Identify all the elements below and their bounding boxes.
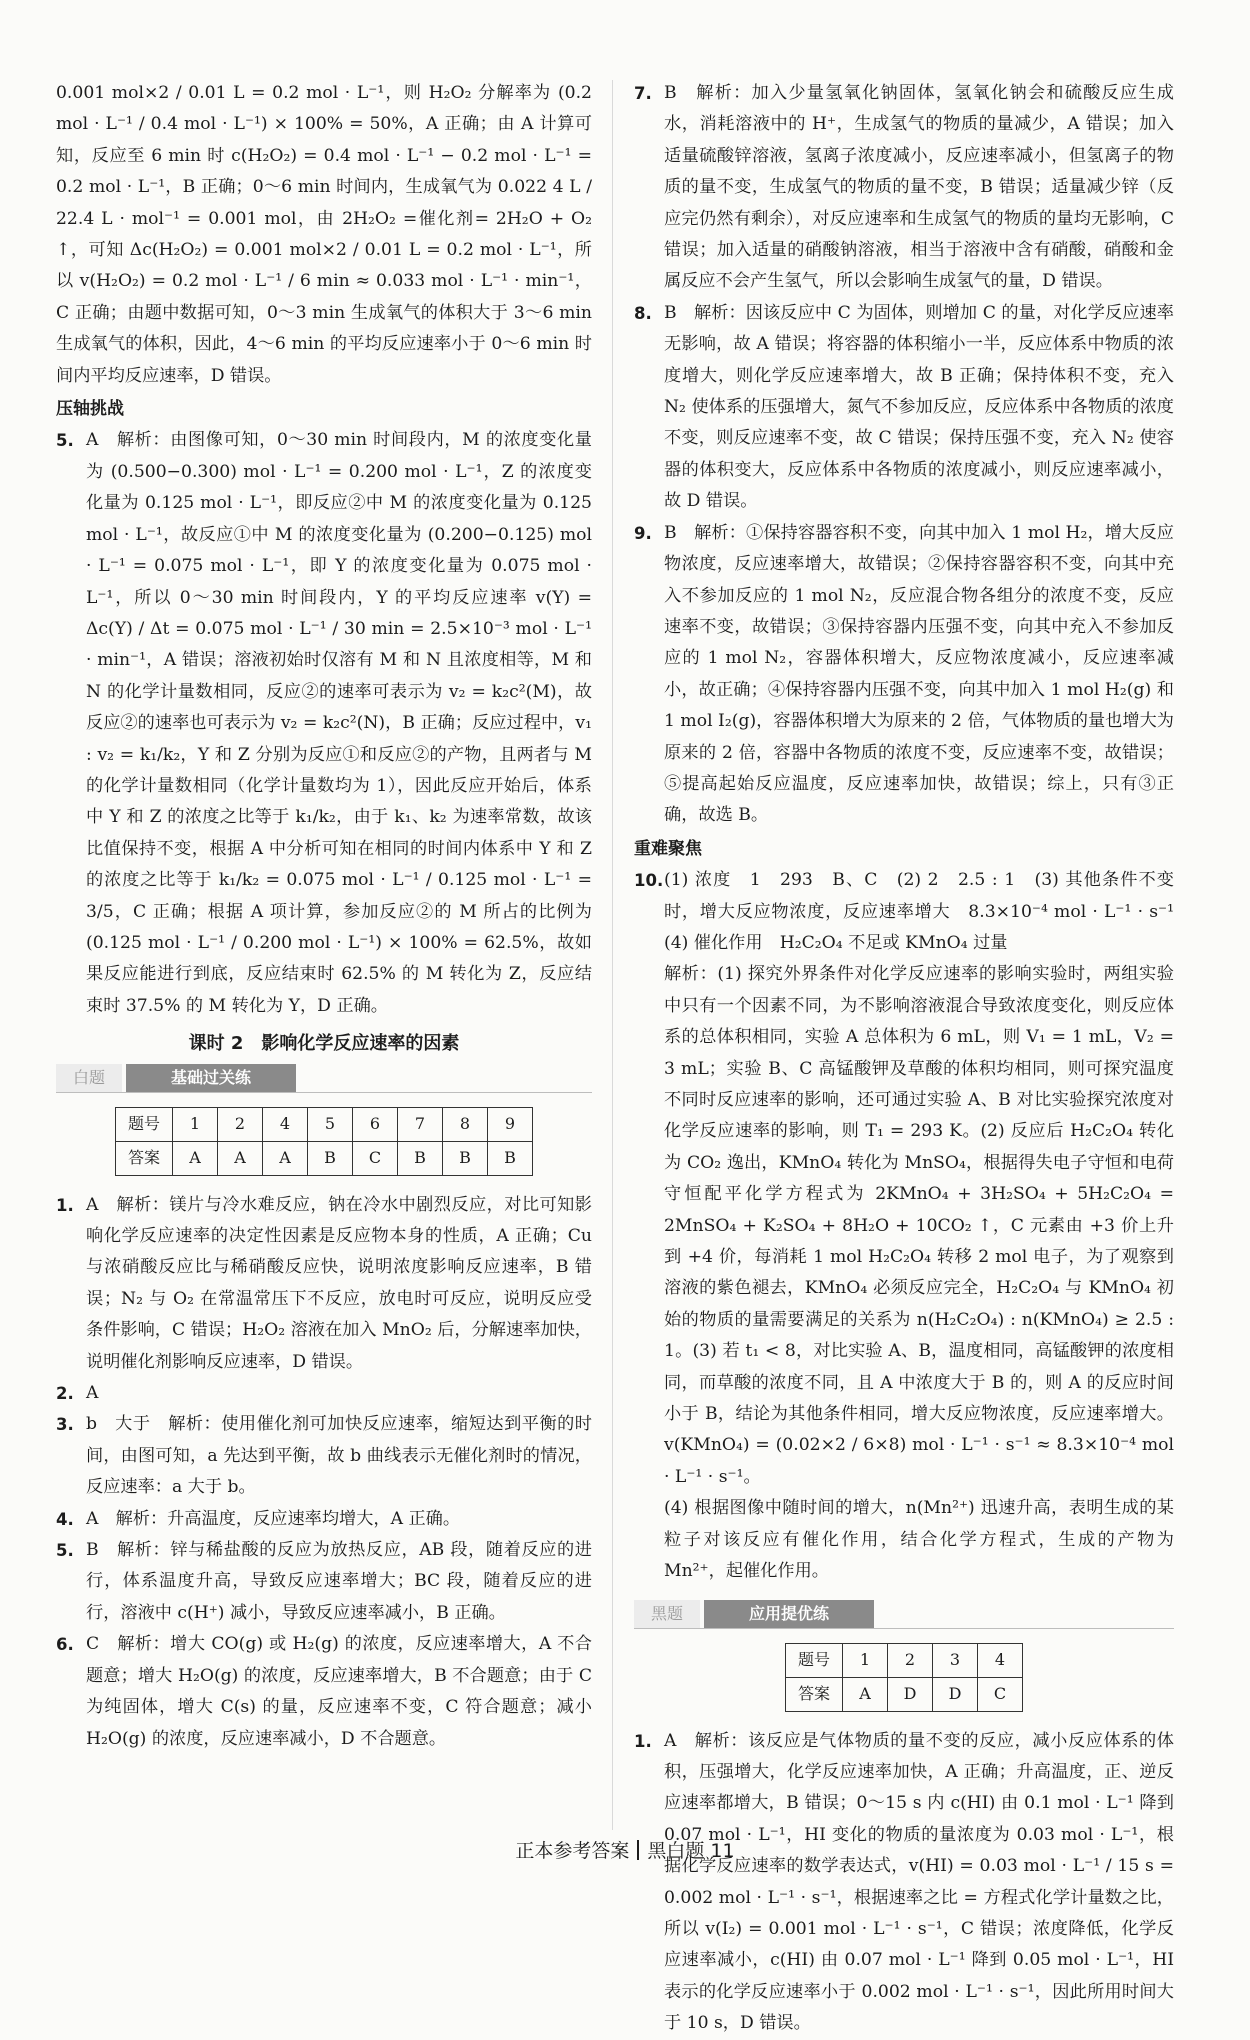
table-cell: B	[488, 1141, 533, 1175]
answer-item-5	[56, 425, 592, 1022]
table-cell: A	[843, 1677, 888, 1711]
section-tag: 白题	[56, 1064, 122, 1092]
answer-item-8	[634, 298, 1174, 518]
item-number: 3.	[56, 1415, 74, 1435]
table-cell: 1	[843, 1643, 888, 1677]
answer-item-9	[634, 518, 1174, 832]
answer-item-3	[56, 1409, 592, 1503]
table-cell: 9	[488, 1107, 533, 1141]
item-number: 5.	[56, 431, 74, 451]
item-text: b 大于 解析：使用催化剂可加快反应速率，缩短达到平衡的时间，由图可知，a 先达到平衡，故 b 曲线表示无催化剂时的情况，反应速率：a 大于 b。	[86, 1414, 592, 1498]
section-heading-zhongnan: 重难聚焦	[634, 838, 702, 859]
item-text: A	[86, 1383, 99, 1404]
table-cell: D	[933, 1677, 978, 1711]
item-number: 4.	[56, 1509, 74, 1529]
table-cell: D	[888, 1677, 933, 1711]
section-label: 基础过关练	[126, 1064, 296, 1092]
table-cell: 6	[353, 1107, 398, 1141]
answer-item-2	[56, 1378, 592, 1409]
item-number: 8.	[634, 303, 652, 323]
table-head: 题号	[116, 1107, 173, 1141]
table-cell: 5	[308, 1107, 353, 1141]
answer-continued: 0.001 mol×2 / 0.01 L = 0.2 mol · L⁻¹，则 H₂O₂ 分解率为 (0.2 mol · L⁻¹ / 0.4 mol · L⁻¹) × 100% = 50%，A 正确；由 A 计算可知，反应至 6 min 时 c(H₂O₂) = 0.4 mol · L⁻¹ − 0.2 mol · L⁻¹ = 0.2 mol · L⁻¹，B 正确；0～6 min 时间内，生成氧气为 0.022 4 L / 22.4 L · mol⁻¹ = 0.001 mol，由 2H₂O₂ =催化剂= 2H₂O + O₂ ↑，可知 Δc(H₂O₂) = 0.001 mol×2 / 0.01 L = 0.2 mol · L⁻¹，所以 v(H₂O₂) = 0.2 mol · L⁻¹ / 6 min ≈ 0.033 mol · L⁻¹ · min⁻¹，C 正确；由题中数据可知，0～3 min 生成氧气的体积大于 3～6 min 生成氧气的体积，因此，4～6 min 的平均反应速率小于 0～6 min 时间内平均反应速率，D 错误。	[56, 83, 592, 386]
item-number: 6.	[56, 1635, 74, 1655]
table-row-answers	[786, 1677, 1023, 1711]
item-number: 10.	[634, 871, 664, 891]
answer-table-basic	[115, 1107, 533, 1176]
left-column	[56, 78, 592, 1755]
item-text: A 解析：该反应是气体物质的量不变的反应，减小反应体系的体积，压强增大，化学反应速率加快，A 正确；升高温度，正、逆反应速率都增大，B 错误；0～15 s 内 c(HI) 由 0.1 mol · L⁻¹ 降到 0.07 mol · L⁻¹，HI 变化的物质的量浓度为 0.03 mol · L⁻¹，根据化学反应速率的数学表达式，v(HI) = 0.03 mol · L⁻¹ / 15 s = 0.002 mol · L⁻¹ · s⁻¹，根据速率之比 = 方程式化学计量数之比，所以 v(I₂) = 0.001 mol · L⁻¹ · s⁻¹，C 错误；浓度降低，化学反应速率减小，c(HI) 由 0.07 mol · L⁻¹ 降到 0.05 mol · L⁻¹，HI 表示的化学反应速率小于 0.002 mol · L⁻¹ · s⁻¹，因此所用时间大于 10 s，D 错误。	[664, 1730, 1174, 2034]
table-cell: 7	[398, 1107, 443, 1141]
item-number: 5.	[56, 1541, 74, 1561]
item-text: A 解析：升高温度，反应速率均增大，A 正确。	[86, 1508, 461, 1529]
item-number: 1.	[56, 1195, 74, 1215]
table-cell: 3	[933, 1643, 978, 1677]
table-cell: 2	[888, 1643, 933, 1677]
footer-separator	[637, 1840, 639, 1860]
table-cell: A	[173, 1141, 218, 1175]
answer-item-1-advanced	[634, 1726, 1174, 2040]
section-tag: 黑题	[634, 1600, 700, 1628]
table-row-numbers	[116, 1107, 533, 1141]
item-answers: (1) 浓度 1 293 B、C (2) 2 2.5 : 1 (3) 其他条件不变时，增大反应物浓度，反应速率增大 8.3×10⁻⁴ mol · L⁻¹ · s⁻¹ (4) 催化作用 H₂C₂O₄ 不足或 KMnO₄ 过量	[664, 870, 1192, 953]
item-number: 2.	[56, 1384, 74, 1404]
item-text: B 解析：加入少量氢氧化钠固体，氢氧化钠会和硫酸反应生成水，消耗溶液中的 H⁺，生成氢气的物质的量减少，A 错误；加入适量硫酸锌溶液，氢离子浓度减小，反应速率减小，但氢离子的物质的量不变，生成氢气的物质的量不变，B 错误；适量减少锌（反应完仍然有剩余），对反应速率和生成氢气的物质的量均无影响，C 错误；加入适量的硝酸钠溶液，相当于溶液中含有硝酸，硝酸和金属反应不会产生氢气，所以会影响生成氢气的量，D 错误。	[664, 83, 1174, 292]
item-text: B 解析：因该反应中 C 为固体，则增加 C 的量，对化学反应速率无影响，故 A 错误；将容器的体积缩小一半，反应体系中物质的浓度增大，则化学反应速率增大，故 B 正确；保持体积不变，充入 N₂ 使体系的压强增大，氮气不参加反应，反应体系中各物质的浓度不变，则反应速率不变，故 C 错误；保持压强不变，充入 N₂ 使容器的体积变大，反应体系中各物质的浓度减小，则反应速率减小，故 D 错误。	[664, 302, 1174, 512]
item-text: C 解析：增大 CO(g) 或 H₂(g) 的浓度，反应速率增大，A 不合题意；增大 H₂O(g) 的浓度，反应速率增大，B 不合题意；由于 C 为纯固体，增大 C(s) 的量，反应速率不变，C 符合题意；减小 H₂O(g) 的浓度，反应速率减小，D 不合题意。	[86, 1634, 592, 1749]
answer-item-5b	[56, 1535, 592, 1629]
table-cell: 4	[263, 1107, 308, 1141]
table-head: 答案	[116, 1141, 173, 1175]
section-label: 应用提优练	[704, 1600, 874, 1628]
item-number: 7.	[634, 84, 652, 103]
footer-title: 正本参考答案	[515, 1840, 630, 1862]
item-explanation-4: (4) 根据图像中随时间的增大，n(Mn²⁺) 迅速升高，表明生成的某粒子对该反应有催化作用，结合化学方程式，生成的产物为 Mn²⁺，起催化作用。	[664, 1498, 1174, 1582]
item-explanation: 解析：(1) 探究外界条件对化学反应速率的影响实验时，两组实验中只有一个因素不同，为不影响溶液混合导致浓度变化，则反应体系的总体积相同，实验 A 总体积为 6 mL，则 V₁ = 1 mL，V₂ = 3 mL；实验 B、C 高锰酸钾及草酸的体积均相同，则可探究温度不同时反应速率的影响，还可通过实验 A、B 对比实验探究浓度对化学反应速率的影响，则 T₁ = 293 K。(2) 反应后 H₂C₂O₄ 转化为 CO₂ 逸出，KMnO₄ 转化为 MnSO₄，根据得失电子守恒和电荷守恒配平化学方程式为 2KMnO₄ + 3H₂SO₄ + 5H₂C₂O₄ = 2MnSO₄ + K₂SO₄ + 8H₂O + 10CO₂ ↑，C 元素由 +3 价上升到 +4 价，每消耗 1 mol H₂C₂O₄ 转移 2 mol 电子，为了观察到溶液的紫色褪去，KMnO₄ 必须反应完全，H₂C₂O₄ 与 KMnO₄ 初始的物质的量需要满足的关系为 n(H₂C₂O₄) : n(KMnO₄) ≥ 2.5 : 1。(3) 若 t₁ < 8，对比实验 A、B，温度相同，高锰酸钾的浓度相同，而草酸的浓度不同，且 A 中浓度大于 B 的，则 A 的反应时间小于 B，结论为其他条件相同，增大反应物浓度，反应速率增大。v(KMnO₄) = (0.02×2 / 6×8) mol · L⁻¹ · s⁻¹ ≈ 8.3×10⁻⁴ mol · L⁻¹ · s⁻¹。	[664, 964, 1174, 1487]
item-text: A 解析：由图像可知，0～30 min 时间段内，M 的浓度变化量为 (0.500−0.300) mol · L⁻¹ = 0.200 mol · L⁻¹，Z 的浓度变化量为 0.125 mol · L⁻¹，即反应②中 M 的浓度变化量为 0.125 mol · L⁻¹，故反应①中 M 的浓度变化量为 (0.200−0.125) mol · L⁻¹ = 0.075 mol · L⁻¹，即 Y 的浓度变化量为 0.075 mol · L⁻¹，所以 0～30 min 时间段内，Y 的平均反应速率 v(Y) = Δc(Y) / Δt = 0.075 mol · L⁻¹ / 30 min = 2.5×10⁻³ mol · L⁻¹ · min⁻¹，A 错误；溶液初始时仅溶有 M 和 N 且浓度相等，M 和 N 的化学计量数相同，反应②的速率可表示为 v₂ = k₂c²(M)，故反应②的速率也可表示为 v₂ = k₂c²(N)，B 正确；反应过程中，v₁ : v₂ = k₁/k₂，Y 和 Z 分别为反应①和反应②的产物，且两者与 M 的化学计量数相同（化学计量数均为 1），因此反应开始后，体系中 Y 和 Z 的浓度之比等于 k₁/k₂，由于 k₁、k₂ 为速率常数，故该比值保持不变，根据 A 中分析可知在相同的时间内体系中 Y 和 Z 的浓度之比等于 k₁/k₂ = 0.075 mol · L⁻¹ / 0.125 mol · L⁻¹ = 3/5，C 正确；根据 A 项计算，参加反应②的 M 所占的比例为 (0.125 mol · L⁻¹ / 0.200 mol · L⁻¹) × 100% = 62.5%，故如果反应能进行到底，反应结束时 62.5% 的 M 转化为 Z，反应结束时 37.5% 的 M 转化为 Y，D 正确。	[86, 430, 592, 1016]
table-cell: B	[443, 1141, 488, 1175]
answer-item-4	[56, 1504, 592, 1535]
answer-item-6	[56, 1629, 592, 1755]
table-cell: B	[398, 1141, 443, 1175]
item-text: B 解析：①保持容器容积不变，向其中加入 1 mol H₂，增大反应物浓度，反应速率增大，故错误；②保持容器容积不变，向其中充入不参加反应的 1 mol N₂，反应混合物各组分的浓度不变，反应速率不变，故错误；③保持容器内压强不变，向其中充入不参加反应的 1 mol N₂，容器体积增大，反应物浓度减小，反应速率减小，故正确；④保持容器内压强不变，向其中加入 1 mol H₂(g) 和 1 mol I₂(g)，容器体积增大为原来的 2 倍，气体物质的量也增大为原来的 2 倍，容器中各物质的浓度不变，反应速率不变，故错误；⑤提高起始反应温度，反应速率加快，故错误；综上，只有③正确，故选 B。	[664, 522, 1174, 826]
table-head: 答案	[786, 1677, 843, 1711]
table-cell: C	[353, 1141, 398, 1175]
section-bar-basic	[56, 1064, 592, 1093]
table-cell: A	[263, 1141, 308, 1175]
table-row-answers	[116, 1141, 533, 1175]
answer-item-1	[56, 1190, 592, 1378]
table-cell: B	[308, 1141, 353, 1175]
section-heading-yazhou: 压轴挑战	[56, 399, 124, 420]
section-bar-advanced	[634, 1600, 1174, 1629]
item-text: A 解析：镁片与冷水难反应，钠在冷水中剧烈反应，对比可知影响化学反应速率的决定性因素是反应物本身的性质，A 正确；Cu 与浓硝酸反应比与稀硝酸反应快，说明浓度影响反应速率，B 错误；N₂ 与 O₂ 在常温常压下不反应，放电时可反应，说明反应受条件影响，C 错误；H₂O₂ 溶液在加入 MnO₂ 后，分解速率加快，说明催化剂影响反应速率，D 错误。	[86, 1194, 592, 1372]
table-cell: 1	[173, 1107, 218, 1141]
answer-item-10	[634, 865, 1192, 1587]
table-row-numbers	[786, 1643, 1023, 1677]
table-cell: 8	[443, 1107, 488, 1141]
table-cell: C	[978, 1677, 1023, 1711]
table-cell: 2	[218, 1107, 263, 1141]
item-number: 9.	[634, 523, 652, 543]
column-divider	[612, 80, 613, 1830]
lesson-title: 课时 2 影响化学反应速率的因素	[188, 1033, 460, 1055]
right-column	[634, 78, 1192, 2040]
answer-table-advanced	[785, 1643, 1023, 1712]
footer-page: 黑白题 11	[647, 1840, 735, 1862]
page-footer	[0, 1836, 1250, 1863]
item-text: B 解析：锌与稀盐酸的反应为放热反应，AB 段，随着反应的进行，体系温度升高，导致反应速率增大；BC 段，随着反应的进行，溶液中 c(H⁺) 减小，导致反应速率减小，B 正确。	[86, 1540, 592, 1623]
table-head: 题号	[786, 1643, 843, 1677]
answer-item-7	[634, 78, 1174, 298]
table-cell: A	[218, 1141, 263, 1175]
table-cell: 4	[978, 1643, 1023, 1677]
item-number: 1.	[634, 1731, 652, 1751]
